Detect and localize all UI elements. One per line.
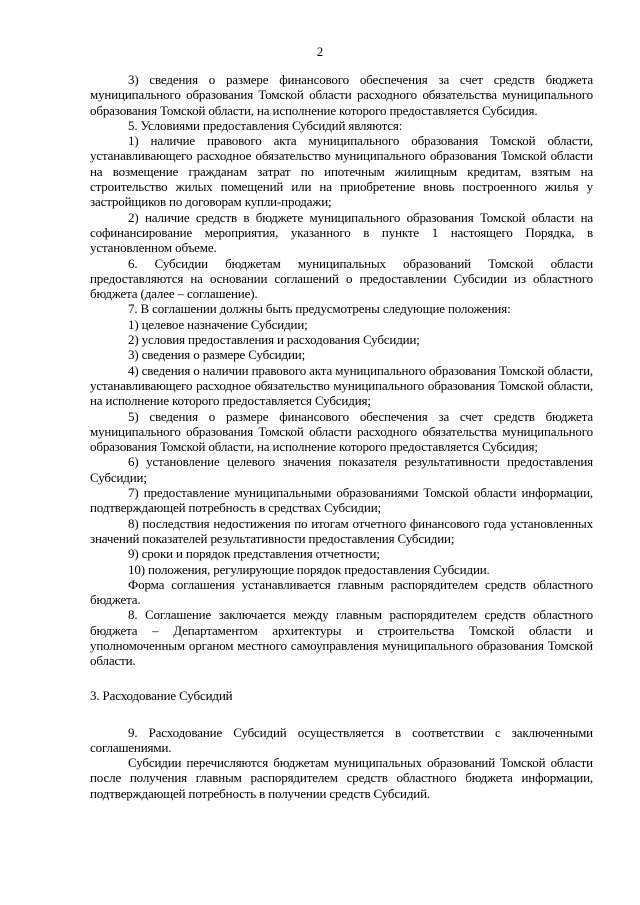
paragraph: 6. Субсидии бюджетам муниципальных образований Томской области предоставляются на основании соглашений о предоставлении Субсидии из областного бюджета (далее – соглашение). <box>90 255 593 302</box>
paragraph: Субсидии перечисляются бюджетам муниципальных образований Томской области после получения главным распорядителем средств областного бюджета информации, подтверждающей потребность в получении средств Субсидий. <box>90 755 593 801</box>
paragraph: 9) сроки и порядок представления отчетности; <box>128 546 380 562</box>
paragraph: Форма соглашения устанавливается главным распорядителем средств областного бюджета. <box>90 576 593 608</box>
paragraph: 5) сведения о размере финансового обеспечения за счет средств бюджета муниципального образования Томской области расходного обязательства муниципального образования Томской области, на исполнение которого предоставляется Субсидия; <box>90 408 593 455</box>
document-body <box>90 72 593 801</box>
paragraph: 7. В соглашении должны быть предусмотрены следующие положения: <box>128 301 511 317</box>
paragraph: 1) целевое назначение Субсидии; <box>128 316 308 332</box>
paragraph: 8) последствия недостижения по итогам отчетного финансового года установленных значений показателей результативности предоставления Субсидии; <box>90 515 593 546</box>
paragraph: 1) наличие правового акта муниципального образования Томской области, устанавливающего расходное обязательство муниципального образования Томской области на возмещение гражданам затрат по ипотечным жилищным кредитам, взятым на строительство жилых помещений или на приобретение вновь построенного жилья у застройщиков по договорам купли-продажи; <box>90 133 593 210</box>
paragraph: 9. Расходование Субсидий осуществляется в соответствии с заключенными соглашениями. <box>90 724 593 755</box>
section-heading: 3. Расходование Субсидий <box>90 687 233 703</box>
paragraph: 3) сведения о размере Субсидии; <box>128 347 306 363</box>
paragraph: 2) условия предоставления и расходования Субсидии; <box>128 332 420 348</box>
paragraph: 4) сведения о наличии правового акта муниципального образования Томской области, устанавливающего расходное обязательство муниципального образования Томской области, на исполнение которого предоставляется Субсидия; <box>90 362 593 409</box>
paragraph: 10) положения, регулирующие порядок предоставления Субсидии. <box>128 561 490 577</box>
paragraph: 3) сведения о размере финансового обеспечения за счет средств бюджета муниципального образования Томской области расходного обязательства муниципального образования Томской области, на исполнение которого предоставляется Субсидия. <box>90 72 593 118</box>
paragraph: 6) установление целевого значения показателя результативности предоставления Субсидии; <box>90 454 593 485</box>
paragraph: 5. Условиями предоставления Субсидий являются: <box>128 117 403 133</box>
paragraph: 2) наличие средств в бюджете муниципального образования Томской области на софинансирование мероприятия, указанного в пункте 1 настоящего Порядка, в установленном объеме. <box>90 209 593 256</box>
paragraph: 8. Соглашение заключается между главным распорядителем средств областного бюджета – Департаментом архитектуры и строительства Томской области и уполномоченным органом местного самоуправления муниципального образования Томской области. <box>90 607 593 669</box>
page-number: 2 <box>316 44 324 59</box>
paragraph: 7) предоставление муниципальными образованиями Томской области информации, подтверждающей потребность в средствах Субсидии; <box>90 485 593 516</box>
